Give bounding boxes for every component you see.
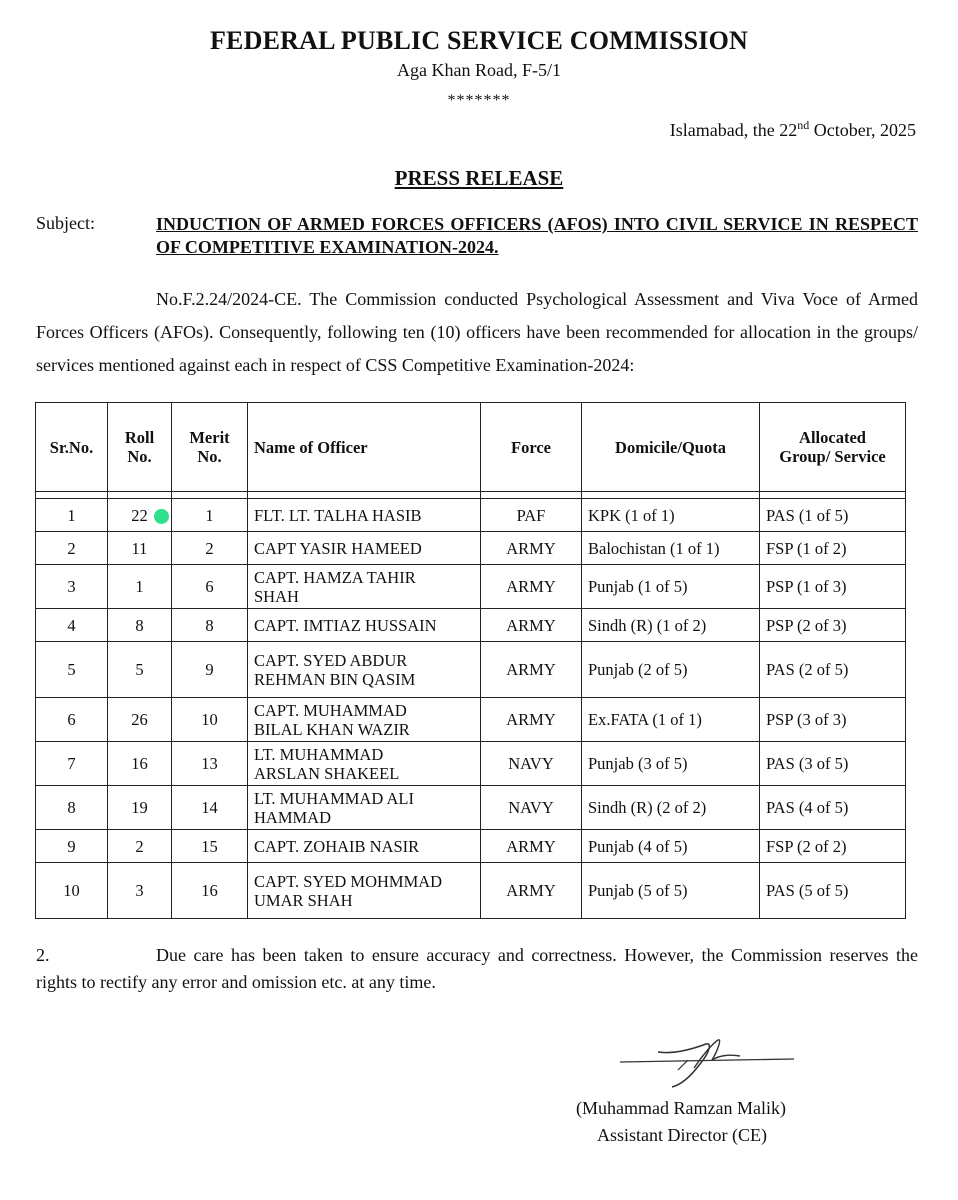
cell-sr-no: 3 bbox=[36, 565, 108, 609]
document-title: PRESS RELEASE bbox=[394, 166, 564, 190]
subject-text: INDUCTION OF ARMED FORCES OFFICERS (AFOS) INTO CIVIL SERVICE IN RESPECT OF COMPETITIVE EXAMINATION-2024. bbox=[156, 214, 918, 257]
cell-roll-no: 11 bbox=[108, 532, 172, 565]
cell-roll-no: 8 bbox=[108, 609, 172, 642]
header-sr-no: Sr.No. bbox=[36, 403, 108, 492]
signatory-title: Assistant Director (CE) bbox=[597, 1125, 767, 1145]
cell-domicile: Punjab (1 of 5) bbox=[582, 565, 760, 609]
cell-officer-name bbox=[248, 742, 481, 786]
place-date bbox=[670, 118, 916, 141]
cell-domicile: Sindh (R) (1 of 2) bbox=[582, 609, 760, 642]
cell-domicile: KPK (1 of 1) bbox=[582, 499, 760, 532]
officer-name-line1: CAPT. SYED MOHMMAD bbox=[254, 871, 443, 891]
table-row bbox=[36, 532, 906, 565]
cell-allocated-service: FSP (1 of 2) bbox=[760, 532, 906, 565]
header-merit-line2: No. bbox=[197, 447, 222, 466]
cell-roll-no: 26 bbox=[108, 698, 172, 742]
cell-force: NAVY bbox=[481, 742, 582, 786]
cell-sr-no: 10 bbox=[36, 863, 108, 919]
cell-sr-no: 9 bbox=[36, 830, 108, 863]
cell-allocated-service: PAS (2 of 5) bbox=[760, 642, 906, 698]
header-separator: ******* bbox=[447, 92, 511, 109]
officer-name-line1: LT. MUHAMMAD bbox=[254, 744, 384, 764]
cell-sr-no: 6 bbox=[36, 698, 108, 742]
cell-merit-no: 2 bbox=[172, 532, 248, 565]
officer-name-line2: REHMAN BIN QASIM bbox=[254, 669, 416, 689]
cell-sr-no: 1 bbox=[36, 499, 108, 532]
cell-merit-no: 8 bbox=[172, 609, 248, 642]
cell-sr-no: 4 bbox=[36, 609, 108, 642]
cell-force: ARMY bbox=[481, 863, 582, 919]
cell-domicile: Punjab (2 of 5) bbox=[582, 642, 760, 698]
table-row bbox=[36, 642, 906, 698]
officer-name-line2: BILAL KHAN WAZIR bbox=[254, 719, 410, 739]
cell-officer-name bbox=[248, 499, 481, 532]
cell-officer-name bbox=[248, 698, 481, 742]
cell-officer-name bbox=[248, 609, 481, 642]
cell-officer-name bbox=[248, 532, 481, 565]
officer-name-line2: ARSLAN SHAKEEL bbox=[254, 763, 400, 783]
signatory-name: (Muhammad Ramzan Malik) bbox=[576, 1098, 786, 1118]
cell-domicile: Punjab (3 of 5) bbox=[582, 742, 760, 786]
officer-name-line1: CAPT. SYED ABDUR bbox=[254, 650, 408, 670]
table-row bbox=[36, 742, 906, 786]
table-row bbox=[36, 863, 906, 919]
cell-officer-name bbox=[248, 642, 481, 698]
cell-officer-name bbox=[248, 565, 481, 609]
header-merit-no bbox=[172, 403, 248, 492]
cell-allocated-service: PSP (3 of 3) bbox=[760, 698, 906, 742]
cell-roll-no: 3 bbox=[108, 863, 172, 919]
cell-merit-no: 9 bbox=[172, 642, 248, 698]
cell-force: ARMY bbox=[481, 698, 582, 742]
cell-merit-no: 1 bbox=[172, 499, 248, 532]
cell-roll-no: 5 bbox=[108, 642, 172, 698]
cell-allocated-service: PAS (4 of 5) bbox=[760, 786, 906, 830]
paragraph-2 bbox=[36, 942, 918, 996]
header-roll-line1: Roll bbox=[124, 428, 155, 447]
cell-roll-no: 2 bbox=[108, 830, 172, 863]
intro-paragraph: No.F.2.24/2024-CE. The Commission conducted Psychological Assessment and Viva Voce of Armed Forces Officers (AFOs). Consequently, following ten (10) officers have been recommended for allocation in the groups/ services mentioned against each in respect of CSS Competitive Examination-2024: bbox=[36, 289, 918, 375]
cell-force: ARMY bbox=[481, 609, 582, 642]
cell-force: PAF bbox=[481, 499, 582, 532]
table-row bbox=[36, 565, 906, 609]
cell-force: ARMY bbox=[481, 532, 582, 565]
cell-allocated-service: PSP (2 of 3) bbox=[760, 609, 906, 642]
date-prefix: Islamabad, the 22 bbox=[669, 120, 798, 140]
cell-officer-name bbox=[248, 863, 481, 919]
officer-name-line2: UMAR SHAH bbox=[254, 890, 353, 910]
officer-name-line1: FLT. LT. TALHA HASIB bbox=[254, 505, 422, 525]
cell-officer-name bbox=[248, 786, 481, 830]
header-allocated-line1: Allocated bbox=[799, 428, 866, 447]
officer-name-line1: CAPT YASIR HAMEED bbox=[254, 538, 422, 558]
cell-roll-no: 22 bbox=[108, 499, 172, 532]
header-allocated-line2: Group/ Service bbox=[779, 447, 886, 466]
cell-domicile: Ex.FATA (1 of 1) bbox=[582, 698, 760, 742]
cell-officer-name bbox=[248, 830, 481, 863]
cell-sr-no: 7 bbox=[36, 742, 108, 786]
cell-sr-no: 5 bbox=[36, 642, 108, 698]
cell-roll-no: 16 bbox=[108, 742, 172, 786]
cell-sr-no: 8 bbox=[36, 786, 108, 830]
header-allocated bbox=[760, 403, 906, 492]
cell-domicile: Sindh (R) (2 of 2) bbox=[582, 786, 760, 830]
header-roll-line2: No. bbox=[127, 447, 152, 466]
officer-name-line1: CAPT. HAMZA TAHIR bbox=[254, 567, 416, 587]
cell-allocated-service: PAS (3 of 5) bbox=[760, 742, 906, 786]
cell-allocated-service: PAS (5 of 5) bbox=[760, 863, 906, 919]
cell-merit-no: 13 bbox=[172, 742, 248, 786]
cell-merit-no: 10 bbox=[172, 698, 248, 742]
cell-allocated-service: PAS (1 of 5) bbox=[760, 499, 906, 532]
cell-force: ARMY bbox=[481, 565, 582, 609]
header-force: Force bbox=[481, 403, 582, 492]
cell-force: ARMY bbox=[481, 642, 582, 698]
header-name: Name of Officer bbox=[248, 403, 481, 492]
paragraph-2-text: Due care has been taken to ensure accuracy and correctness. However, the Commission reserves the rights to rectify any error and omission etc. at any time. bbox=[36, 945, 918, 992]
cell-allocated-service: PSP (1 of 3) bbox=[760, 565, 906, 609]
cell-domicile: Punjab (5 of 5) bbox=[582, 863, 760, 919]
header-merit-line1: Merit bbox=[189, 428, 230, 447]
officer-name-line2: HAMMAD bbox=[254, 807, 332, 827]
table-row bbox=[36, 698, 906, 742]
officer-name-line1: CAPT. IMTIAZ HUSSAIN bbox=[254, 615, 437, 635]
date-superscript: nd bbox=[797, 118, 810, 132]
cell-roll-no: 19 bbox=[108, 786, 172, 830]
green-dot-marker bbox=[154, 509, 169, 524]
cell-merit-no: 16 bbox=[172, 863, 248, 919]
table-row bbox=[36, 830, 906, 863]
cell-force: ARMY bbox=[481, 830, 582, 863]
subject-label: Subject: bbox=[36, 213, 95, 233]
officers-table-body bbox=[36, 492, 906, 919]
table-header-row bbox=[36, 403, 906, 492]
date-suffix: October, 2025 bbox=[809, 120, 916, 140]
cell-domicile: Punjab (4 of 5) bbox=[582, 830, 760, 863]
cell-roll-no: 1 bbox=[108, 565, 172, 609]
organization-title: FEDERAL PUBLIC SERVICE COMMISSION bbox=[209, 26, 749, 55]
officer-name-line1: CAPT. MUHAMMAD bbox=[254, 700, 407, 720]
table-spacer-row bbox=[36, 492, 906, 499]
handwritten-signature bbox=[614, 1032, 804, 1090]
cell-allocated-service: FSP (2 of 2) bbox=[760, 830, 906, 863]
cell-domicile: Balochistan (1 of 1) bbox=[582, 532, 760, 565]
paragraph-2-number: 2. bbox=[36, 945, 50, 965]
officers-table bbox=[35, 402, 906, 919]
header-domicile: Domicile/Quota bbox=[582, 403, 760, 492]
cell-merit-no: 15 bbox=[172, 830, 248, 863]
table-row bbox=[36, 786, 906, 830]
cell-force: NAVY bbox=[481, 786, 582, 830]
cell-merit-no: 14 bbox=[172, 786, 248, 830]
cell-merit-no: 6 bbox=[172, 565, 248, 609]
table-row bbox=[36, 609, 906, 642]
cell-sr-no: 2 bbox=[36, 532, 108, 565]
officer-name-line1: CAPT. ZOHAIB NASIR bbox=[254, 836, 420, 856]
officer-name-line2: SHAH bbox=[254, 586, 299, 606]
header-roll-no bbox=[108, 403, 172, 492]
officer-name-line1: LT. MUHAMMAD ALI bbox=[254, 788, 414, 808]
organization-address: Aga Khan Road, F-5/1 bbox=[397, 60, 561, 80]
